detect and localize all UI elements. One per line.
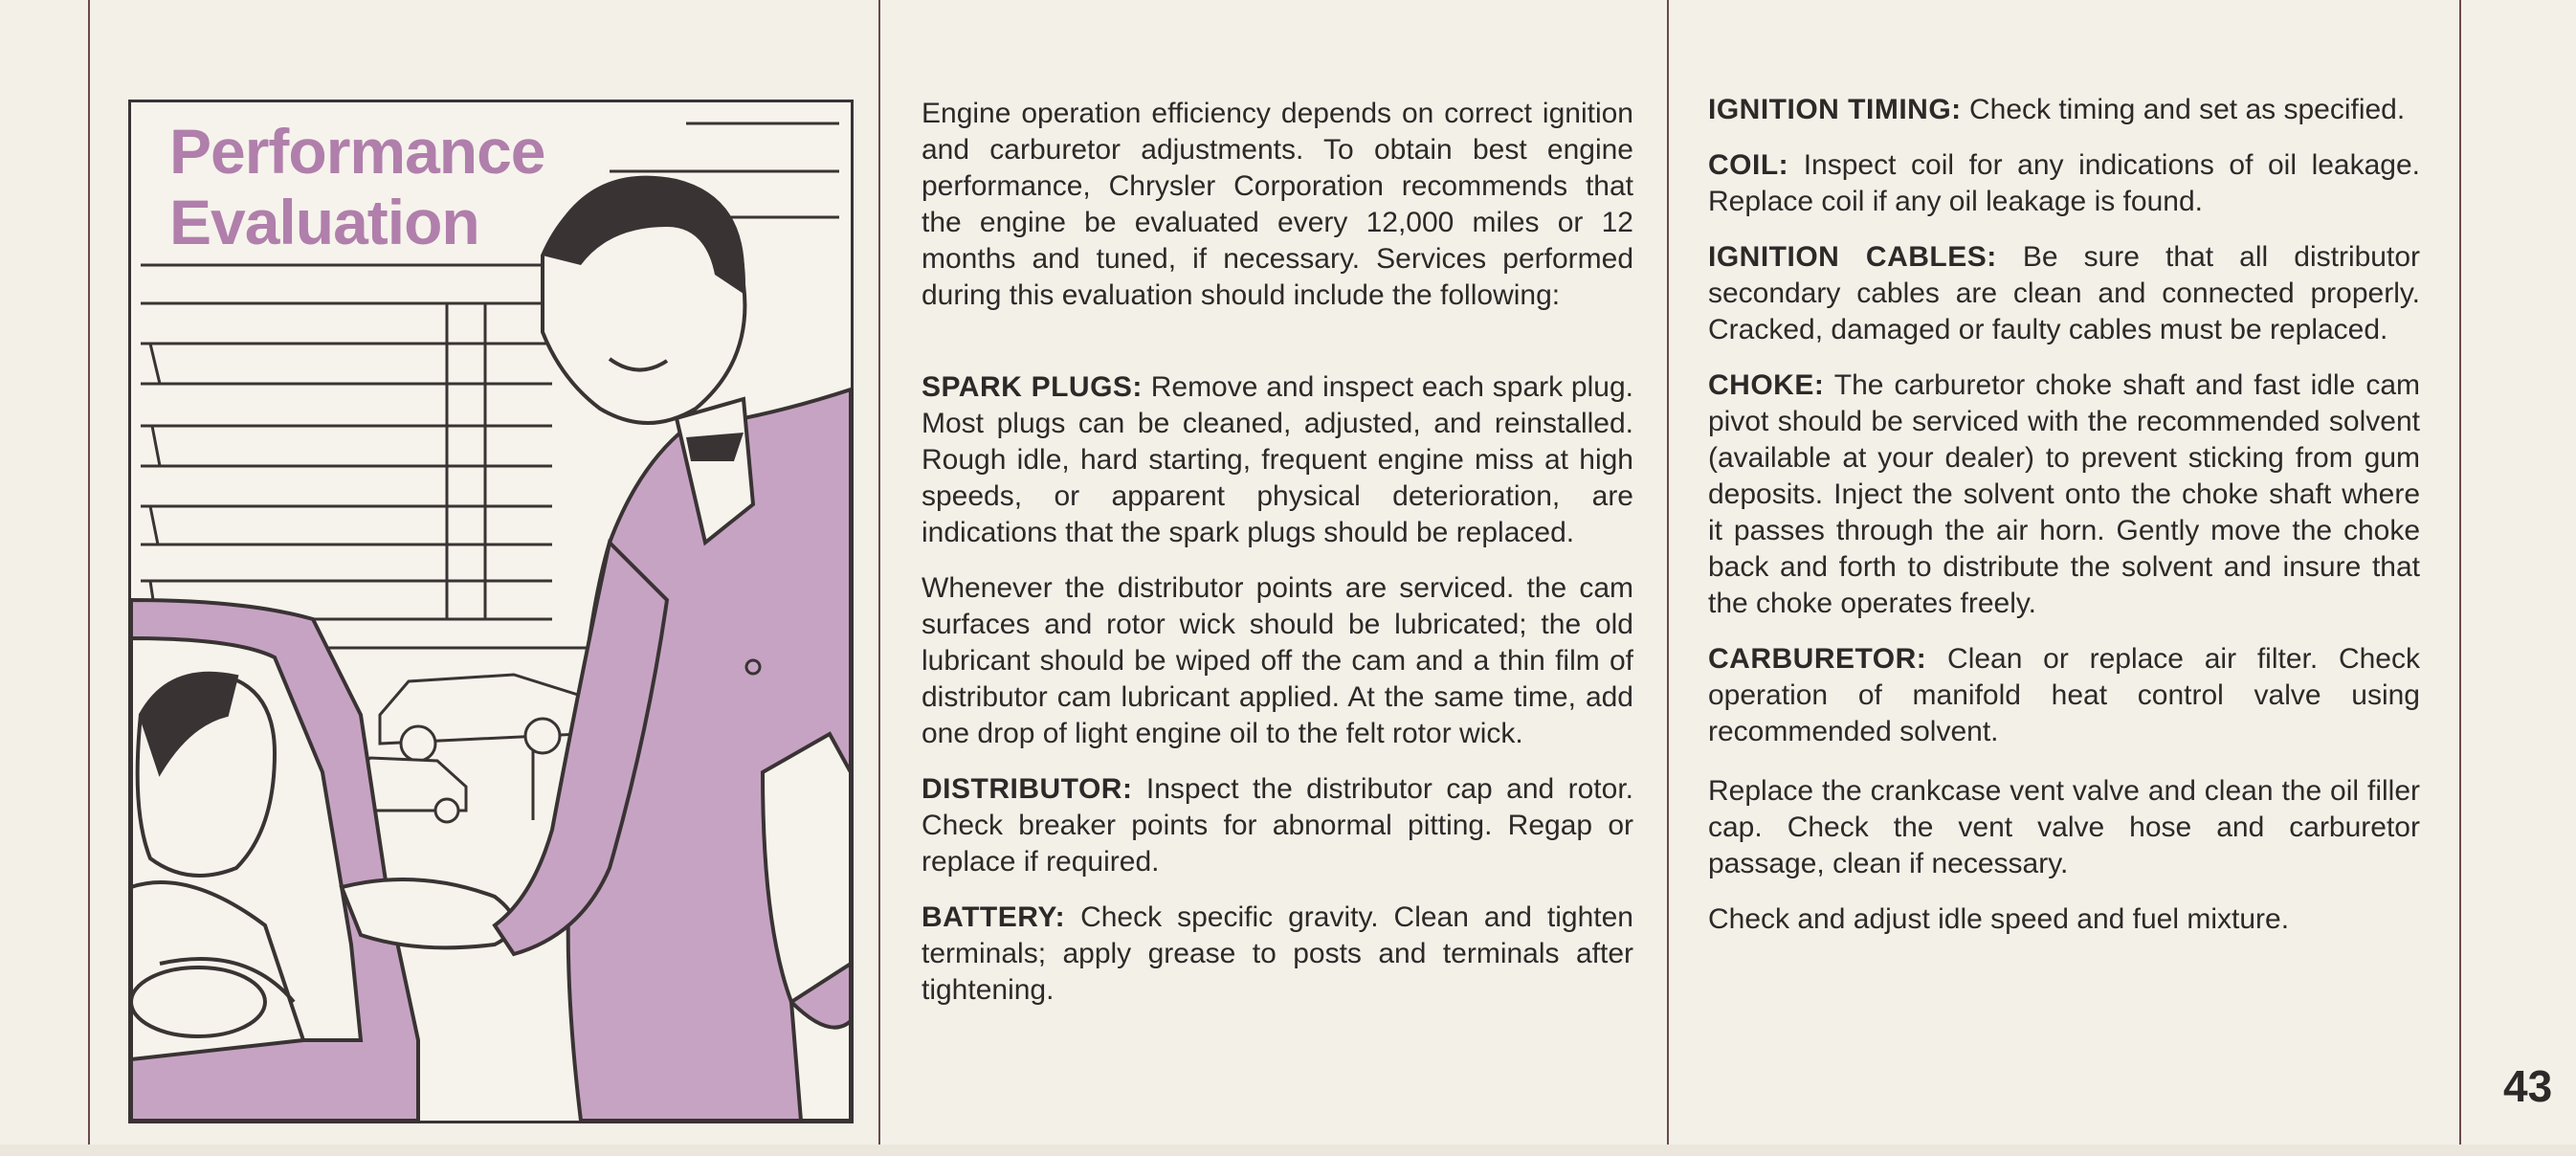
carburetor-text: Clean or replace air filter. Check operation of manifold heat control valve using recommended solvent. xyxy=(1708,643,2420,747)
column-rule-right xyxy=(2459,0,2461,1156)
column-rule-2 xyxy=(878,0,880,1156)
intro-paragraph: Engine operation efficiency depends on correct ignition and carburetor adjustments. To obtain best engine performance, Chrysler Corporation recommends that the engine be evaluated every 12,000 miles or 12 months and tuned, if necessary. Services performed during this evaluation should include the following: xyxy=(922,98,1633,311)
page-bottom-edge xyxy=(0,1145,2576,1156)
ignition-timing-label: IGNITION TIMING: xyxy=(1708,94,1962,125)
middle-text-column xyxy=(922,96,1633,1009)
spark-plugs-text: Remove and inspect each spark plug. Most plugs can be cleaned, adjusted, and reinstalled. Rough idle, hard starting, frequent engine miss at high speeds, or apparent physical deterioration, are indications that the spark plugs should be replaced. xyxy=(922,371,1633,548)
column-rule-left xyxy=(88,0,90,1156)
right-text-column xyxy=(1708,92,2420,938)
spark-plugs-label: SPARK PLUGS: xyxy=(922,371,1143,403)
title-line-1: Performance xyxy=(169,116,545,187)
distributor-text: Inspect the distributor cap and rotor. Check breaker points for abnormal pitting. Regap or replace if required. xyxy=(922,773,1633,878)
coil-paragraph xyxy=(1708,147,2420,220)
distributor-label: DISTRIBUTOR: xyxy=(922,773,1133,805)
battery-paragraph xyxy=(922,900,1633,1009)
crankcase-paragraph: Replace the crankcase vent valve and clean the oil filler cap. Check the vent valve hose and carburetor passage, clean if necessary. xyxy=(1708,775,2420,879)
carburetor-paragraph xyxy=(1708,641,2420,750)
column-rule-3 xyxy=(1667,0,1669,1156)
idle-paragraph: Check and adjust idle speed and fuel mixture. xyxy=(1708,903,2290,935)
illustration-panel xyxy=(128,100,854,1123)
title-line-2: Evaluation xyxy=(169,187,479,257)
ignition-cables-text: Be sure that all distributor secondary cables are clean and connected properly. Cracked, damaged or faulty cables must be replaced. xyxy=(1708,241,2420,345)
choke-text: The carburetor choke shaft and fast idle cam pivot should be serviced with the recommended solvent (available at your dealer) to prevent sticking from gum deposits. Inject the solvent onto the choke shaft where it passes through the air horn. Gently move the choke back and forth to distribute the solvent and insure that the choke operates freely. xyxy=(1708,369,2420,619)
battery-label: BATTERY: xyxy=(922,901,1066,933)
battery-text: Check specific gravity. Clean and tighten terminals; apply grease to posts and terminals after tightening. xyxy=(922,901,1633,1006)
ignition-timing-text: Check timing and set as specified. xyxy=(1961,94,2406,125)
ignition-timing-paragraph xyxy=(1708,92,2420,128)
ignition-cables-label: IGNITION CABLES: xyxy=(1708,241,1997,273)
page-title xyxy=(169,116,545,257)
page-number: 43 xyxy=(2503,1061,2553,1111)
ignition-cables-paragraph xyxy=(1708,239,2420,348)
spark-plugs-paragraph xyxy=(922,369,1633,551)
coil-text: Inspect coil for any indications of oil leakage. Replace coil if any oil leakage is found. xyxy=(1708,149,2420,217)
choke-paragraph xyxy=(1708,367,2420,622)
distributor-points-paragraph: Whenever the distributor points are serviced. the cam surfaces and rotor wick should be lubricated; the old lubricant should be wiped off the cam and a thin film of distributor cam lubricant applied. At the same time, add one drop of light engine oil to the felt rotor wick. xyxy=(922,572,1633,749)
choke-label: CHOKE: xyxy=(1708,369,1825,401)
carburetor-label: CARBURETOR: xyxy=(1708,643,1927,675)
distributor-paragraph xyxy=(922,771,1633,880)
coil-label: COIL: xyxy=(1708,149,1789,181)
